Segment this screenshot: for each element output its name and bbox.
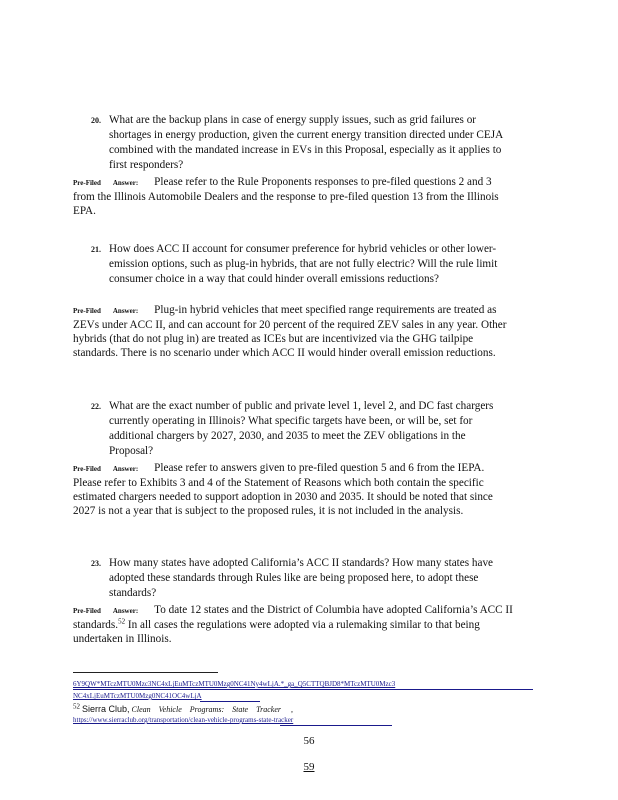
question-text: How does ACC II account for consumer preference for hybrid vehicles or other lower-emission options, such as plug-in hybrids, that are not fully electric? Will the rule limit consumer choice in a way that could hinder overall emissions reductions? — [109, 243, 498, 285]
answer-text: To date 12 states and the District of Columbia have adopted California’s ACC II standards. — [73, 604, 513, 631]
prefiled-label: Pre-Filed — [73, 179, 101, 187]
question-number: 22. — [91, 402, 101, 411]
answer-text: Please refer to answers given to pre-filed question 5 and 6 from the IEPA. Please refer to Exhibits 3 and 4 of the Statement of Reasons which both contain the specific estimated chargers needed to support adoption in 2030 and 2035. It should be noted that since 2027 is not a year that is subject to the proposed rules, it is not included in the analysis. — [73, 462, 493, 517]
exhibit-page-number-text: 59 — [303, 761, 315, 773]
answer-20 — [73, 175, 513, 218]
question-21 — [91, 242, 511, 287]
footnote-title: Clean Vehicle Programs: State Tracker — [131, 705, 281, 714]
question-number: 21. — [91, 245, 101, 254]
prefiled-label: Pre-Filed — [73, 607, 101, 615]
answer-text: Plug-in hybrid vehicles that meet specified range requirements are treated as ZEVs under ACC II, and can account for 20 percent of the required ZEV sales in any year. Other hybrids (that do not plug in) are treated as ICEs but are incentivized via the GHG tailpipe standards. There is no scenario under which ACC II would hinder overall emission reductions. — [73, 304, 507, 359]
answer-23 — [73, 603, 513, 646]
footnote-source: Sierra Club, — [82, 704, 130, 714]
answer-label: Answer: — [112, 307, 139, 315]
footnote-separator — [73, 672, 218, 673]
answer-label: Answer: — [112, 465, 139, 473]
answer-label: Answer: — [112, 179, 139, 187]
answer-text-tail: In all cases the regulations were adopted via a rulemaking similar to that being undertaken in Illinois. — [73, 619, 480, 645]
prefiled-label: Pre-Filed — [73, 465, 101, 473]
question-text: How many states have adopted California’s ACC II standards? How many states have adopted these standards through Rules like are being proposed here, to adopt these standards? — [109, 557, 494, 599]
question-text: What are the backup plans in case of energy supply issues, such as grid failures or shortages in energy production, given the current energy transition directed under CEJA combined with the mandated increase in EVs in this Proposal, especially as it applies to first responders? — [109, 114, 503, 171]
answer-label: Answer: — [112, 607, 139, 615]
internal-page-number: 56 — [303, 735, 315, 747]
question-text: What are the exact number of public and private level 1, level 2, and DC fast chargers currently operating in Illinois? What specific targets have been, or will be, set for additional chargers by 2027, 2030, and 2035 to meet the ZEV obligations in the Proposal? — [109, 400, 494, 457]
question-number: 23. — [91, 559, 101, 568]
question-23 — [91, 556, 511, 601]
question-22 — [91, 399, 511, 459]
footnote-52: 52 Sierra Club, Clean Vehicle Programs: State Tracker , — [73, 702, 293, 714]
footnote-url-continuation-1[interactable]: 6Y9QW*MTczMTU0Mzc3NC4xLjEuMTczMTU0Mzg0NC41Ny4wLjA.*_ga_Q5CTTQBJD8*MTczMTU0Mzc3 — [73, 680, 396, 688]
footnote-url-continuation-2[interactable]: NC4xLjEuMTczMTU0Mzg0NC41OC4wLjA — [73, 692, 202, 700]
answer-text: Please refer to the Rule Proponents responses to pre-filed questions 2 and 3 from the Illinois Automobile Dealers and the response to pre-filed question 13 from the Illinois EPA. — [73, 176, 499, 217]
footnote-url-underline — [73, 689, 533, 690]
question-number: 20. — [91, 116, 101, 125]
exhibit-page-number — [0, 761, 618, 773]
footnote-url[interactable]: https://www.sierraclub.org/transportation/clean-vehicle-programs-state-tracker — [73, 716, 294, 724]
answer-21 — [73, 303, 513, 360]
prefiled-label: Pre-Filed — [73, 307, 101, 315]
footnote-ref[interactable]: 52 — [118, 617, 126, 626]
footnote-url-underline-2 — [280, 725, 392, 726]
question-20 — [91, 113, 511, 173]
footnote-url-underline-extension — [200, 701, 260, 702]
footnote-number: 52 — [73, 702, 80, 711]
answer-22 — [73, 461, 513, 518]
